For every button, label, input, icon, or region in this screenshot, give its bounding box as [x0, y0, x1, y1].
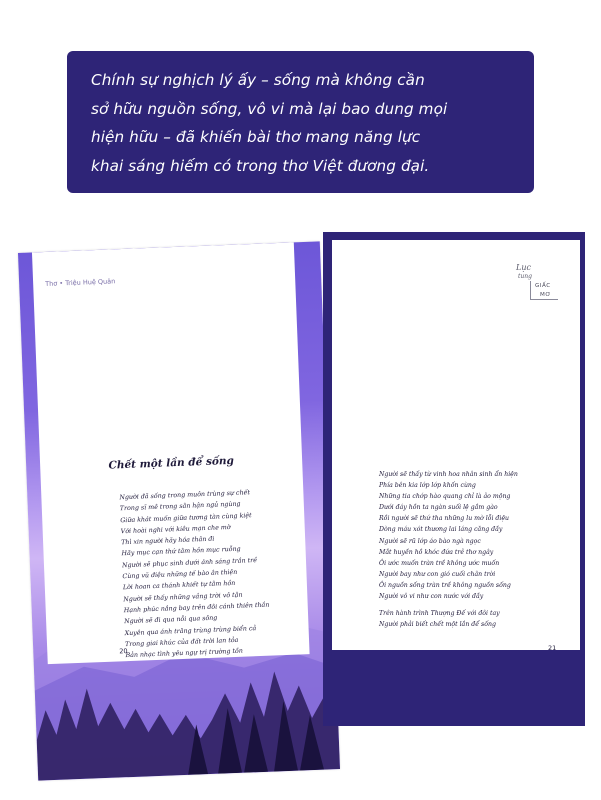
running-head: Thơ • Triệu Huệ Quân	[45, 277, 116, 288]
left-book-page	[18, 241, 340, 780]
poem-line: Ôi ước muốn tràn trề không ước muốn	[379, 559, 500, 567]
page-text-panel	[32, 242, 310, 664]
page-number: 20	[119, 647, 128, 656]
poem-line: Cùng vũ điệu những tế bào ân thiện	[122, 568, 238, 581]
poem-stanza	[379, 469, 518, 630]
right-book-page	[323, 232, 585, 726]
poem-stanza	[119, 487, 271, 662]
poem-line: Bản nhạc tình yêu ngự trị trường tồn	[125, 647, 244, 660]
poem-line: Những tia chớp hào quang chỉ là ảo mộng	[379, 493, 511, 501]
poem-line: Trên hành trình Thượng Đế với đôi tay	[379, 610, 500, 618]
poem-line: Dòng máu xót thương lai láng căng đầy	[379, 526, 503, 534]
poem-line: Thì xin người hãy hóa thân đi	[121, 535, 215, 547]
logo-word: MƠ	[540, 292, 551, 298]
poem-line: Dưới đáy hồn ta ngàn suối lệ gầm gào	[379, 504, 498, 512]
poem-line: Phía bên kia lớp lớp khốn cùng	[379, 482, 476, 490]
poem-line: Rồi người sẽ thứ tha những lu mờ lỗi điệu	[379, 515, 510, 523]
pull-quote-line: khai sáng hiếm có trong thơ Việt đương đại.	[91, 156, 430, 175]
poem-line: Lời hoan ca thánh khiết tự tâm hồn	[122, 580, 236, 592]
poem-line: Với hoài nghi với kiêu mạn che mờ	[120, 523, 231, 536]
poem-line: Người sẽ phục sinh dưới ánh sáng trần trề	[121, 556, 258, 570]
logo-word: GIẤC	[535, 283, 551, 289]
logo-rule	[530, 299, 558, 300]
page-number: 21	[548, 644, 557, 652]
pull-quote-line: Chính sự nghịch lý ấy – sống mà không cần	[91, 71, 425, 89]
poem-line: Người sẽ rũ lớp áo bào ngà ngọc	[379, 537, 481, 545]
poem-line: Trong giai khúc của đất trời lan tỏa	[124, 636, 239, 649]
poem-line: Người sẽ thấy từ vinh hoa nhân sinh ẩn hiện	[379, 471, 518, 478]
poem-line: Người bay như con gió cuối chân trời	[379, 570, 496, 578]
poem-line: Hạnh phúc nắng bay trên đôi cánh thiên thần	[123, 601, 270, 615]
page-text-panel	[332, 240, 580, 650]
pull-quote-line: sở hữu nguồn sống, vô vi mà lại bao dung mọi	[91, 99, 448, 118]
poem-line: Ôi nguồn sống tràn trề không nguồn sống	[379, 581, 511, 589]
poem-line: Trong sĩ mê trong sân hận ngủ ngùng	[119, 500, 241, 513]
logo-rule	[530, 281, 531, 299]
poem-line: Giữa khát muốn giữa tương tàn cùng kiệt	[120, 511, 252, 524]
poem-title: Chết một lần để sống	[108, 454, 235, 472]
poem-line: Người đã sống trong muôn trùng sự chết	[119, 489, 251, 502]
pull-quote-box	[67, 51, 534, 193]
poem-line: Người sẽ thấy những vầng trời vô tận	[123, 591, 243, 603]
logo-word: tung	[518, 273, 532, 280]
poem-line: Hãy mục cạn thứ tâm hồn mục ruỗng	[121, 546, 241, 558]
poem-line: Người sẽ đi qua nỗi qua sông	[124, 614, 218, 626]
pull-quote-line: hiện hữu – đã khiến bài thơ mang năng lực	[91, 128, 421, 146]
poem-line: Người vô vi như con nước với đầy	[379, 593, 484, 601]
poem-line: Xuyên qua ánh trăng trùng trùng biển cả	[124, 624, 257, 637]
book-logo	[516, 263, 564, 307]
poem-line: Mắt huyền hồ khóc đứa trẻ thơ ngây	[379, 548, 494, 556]
poem-line: Người phải biết chết một lần để sống	[379, 621, 496, 629]
logo-word: Lục	[516, 263, 531, 272]
